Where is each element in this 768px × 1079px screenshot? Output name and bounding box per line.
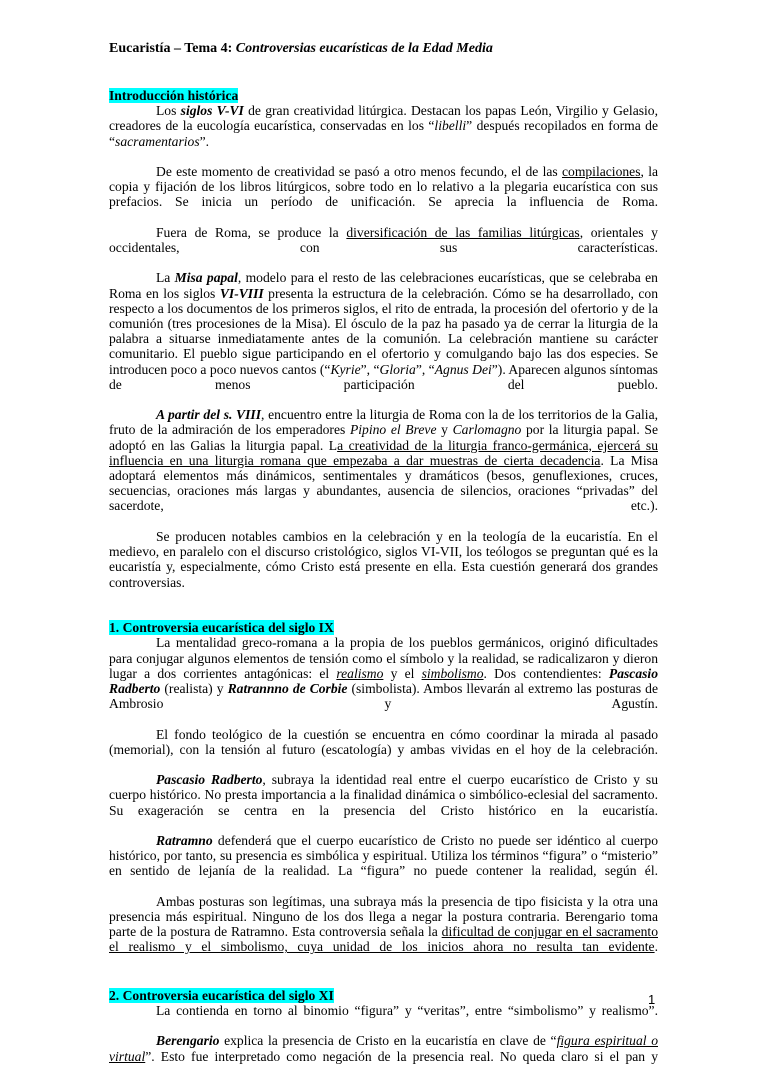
emphasis-text: siglos V-VI (180, 103, 244, 119)
emphasis-text: figura espiritual o virtual (109, 1033, 658, 1064)
emphasis-text: compilaciones (561, 164, 641, 180)
document-header (109, 41, 493, 57)
paragraph: Los siglos V-VI de gran creatividad litúrgica. Destacan los papas León, Virgilio y Gelasio, creadores de la eucología eucarística, conservadas en los “libelli” después recopilados en forma de “sacramentarios”. (109, 103, 658, 149)
emphasis-text: sacramentarios (115, 133, 200, 149)
emphasis-text: Berengario (156, 1033, 220, 1049)
section-heading-text: 2. Controversia eucarística del siglo XI (109, 987, 334, 1003)
emphasis-text: A partir del s. VIII (156, 407, 261, 423)
section-heading (109, 620, 658, 635)
emphasis-text: diversificación de las familias litúrgicas (346, 224, 580, 240)
paragraph: Ratramno defenderá que el cuerpo eucarístico de Cristo no puede ser idéntico al cuerpo histórico, por tanto, su presencia es simbólica y espiritual. Utiliza los términos “figura” o “misterio” en sentido de lejanía de la realidad. La “figura” no puede contener la realidad, según él. (109, 832, 658, 879)
header-prefix: Eucaristía – Tema 4: (109, 41, 236, 56)
section-spacer (109, 605, 658, 620)
paragraph: La Misa papal, modelo para el resto de las celebraciones eucarísticas, que se celebraba en Roma en los siglos VI-VIII presenta la estructura de la celebración. Cómo se ha desarrollado, con respecto a los documentos de los primeros siglos, el rito de entrada, la procesión del ofertorio y de la comunión (tres procesiones de la Misa). El ósculo de la paz ha pasado ya de cerrar la liturgia de la palabra a situarse inmediatamente antes de la comunión. La celebración mantiene su carácter comunitario. El pueblo sigue participando en el ofertorio y comulgando bajo las dos especies. Se introducen poco a poco nuevos cantos (“Kyrie”, “Gloria”, “Agnus Dei”). Aparecen algunos síntomas de menos participación del pueblo. (109, 270, 658, 392)
paragraph: Fuera de Roma, se produce la diversificación de las familias litúrgicas, orientales y occidentales, con sus características. (109, 224, 658, 256)
emphasis-text: Ratramno (156, 832, 213, 848)
emphasis-text: Ratrannno de Corbie (227, 680, 348, 696)
section-spacer (109, 970, 658, 988)
paragraph: Pascasio Radberto, subraya la identidad real entre el cuerpo eucarístico de Cristo y su cuerpo histórico. No presta importancia a la finalidad dinámica o simbólico-eclesial del sacramento. Su exageración se centra en la presencia del Cristo histórico en la eucaristía. (109, 772, 658, 818)
header-title: Controversias eucarísticas de la Edad Media (235, 41, 493, 56)
emphasis-text: VI-VIII (219, 285, 264, 301)
emphasis-text: Pascasio Radberto (156, 772, 263, 788)
emphasis-text: Carlomagno (452, 422, 522, 438)
paragraph: La contienda en torno al binomio “figura” y “veritas”, entre “simbolismo” y realismo”. (156, 1002, 658, 1018)
section-heading (109, 988, 658, 1003)
emphasis-text: dificultad de conjugar en el sacramento el realismo y el simbolismo, cuya unidad de los inicios ahora no resulta tan evidente (109, 924, 658, 955)
emphasis-text: simbolismo (421, 665, 484, 681)
section-heading-text: Introducción histórica (109, 88, 239, 103)
paragraph: A partir del s. VIII, encuentro entre la liturgia de Roma con la de los territorios de la Galia, fruto de la admiración de los emperadores Pipino el Breve y Carlomagno por la liturgia papal. Se adoptó en las Galias la liturgia papal. La creatividad de la liturgia franco-germánica, ejercerá su influencia en una liturgia romana que empezaba a dar muestras de cierta decadencia. La Misa adoptará elementos más dinámicos, sentimentales y dramáticos (besos, genuflexiones, cruces, secuencias, oraciones más largas y abundantes, ausencia de silencios, oraciones “privadas” del sacerdote, etc.). (109, 407, 659, 514)
document-body (109, 88, 658, 1079)
emphasis-text: Pipino el Breve (349, 422, 437, 438)
emphasis-text: Agnus Dei (434, 361, 492, 377)
paragraph: De este momento de creatividad se pasó a otro menos fecundo, el de las compilaciones, la copia y fijación de los libros litúrgicos, sobre todo en lo relativo a la plegaria eucarística con sus prefacios. Se inicia un período de unificación. Se aprecia la influencia de Roma. (109, 164, 658, 210)
paragraph: Berengario explica la presencia de Cristo en la eucaristía en clave de “figura espiritual o virtual”. Esto fue interpretado como negación de la presencia real. No queda claro si el pan y (109, 1033, 658, 1064)
paragraph: La mentalidad greco-romana a la propia de los pueblos germánicos, originó dificultades para conjugar algunos elementos de tensión como el símbolo y la realidad, se radicalizaron y dieron lugar a dos corrientes antagónicas: el realismo y el simbolismo. Dos contendientes: Pascasio Radberto (realista) y Ratrannno de Corbie (simbolista). Ambos llevarán al extremo las posturas de Ambrosio y Agustín. (109, 635, 658, 712)
paragraph: El fondo teológico de la cuestión se encuentra en cómo coordinar la mirada al pasado (memorial), con la tensión al futuro (escatología) y ambas vividas en el hoy de la celebración. (109, 726, 658, 757)
emphasis-text: realismo (336, 665, 384, 681)
page-number: 1 (648, 992, 656, 1007)
emphasis-text: Kyrie (330, 361, 361, 377)
paragraph: Ambas posturas son legítimas, una subraya más la presencia de tipo fisicista y la otra una presencia más espiritual. Ninguno de los dos llega a negar la postura contraria. Berengario toma parte de la postura de Ratramno. Esta controversia señala la dificultad de conjugar en el sacramento el realismo y el simbolismo, cuya unidad de los inicios ahora no resulta tan evidente. (109, 893, 658, 955)
emphasis-text: Misa papal (174, 270, 238, 286)
paragraph: Se producen notables cambios en la celebración y en la teología de la eucaristía. En el medievo, en paralelo con el discurso cristológico, siglos VI-VII, los teólogos se preguntan qué es la eucaristía y, especialmente, cómo Cristo está presente en ella. Esta cuestión generará dos grandes controversias. (109, 528, 658, 590)
section-heading-text: 1. Controversia eucarística del siglo IX (109, 620, 334, 636)
section-heading (109, 88, 658, 103)
emphasis-text: a creatividad de la liturgia franco-germánica, ejercerá su influencia en una liturgia romana que empezaba a dar muestras de cierta decadencia (109, 437, 658, 468)
emphasis-text: libelli (434, 118, 467, 134)
emphasis-text: Pascasio Radberto (109, 665, 658, 696)
emphasis-text: Gloria (379, 361, 416, 377)
